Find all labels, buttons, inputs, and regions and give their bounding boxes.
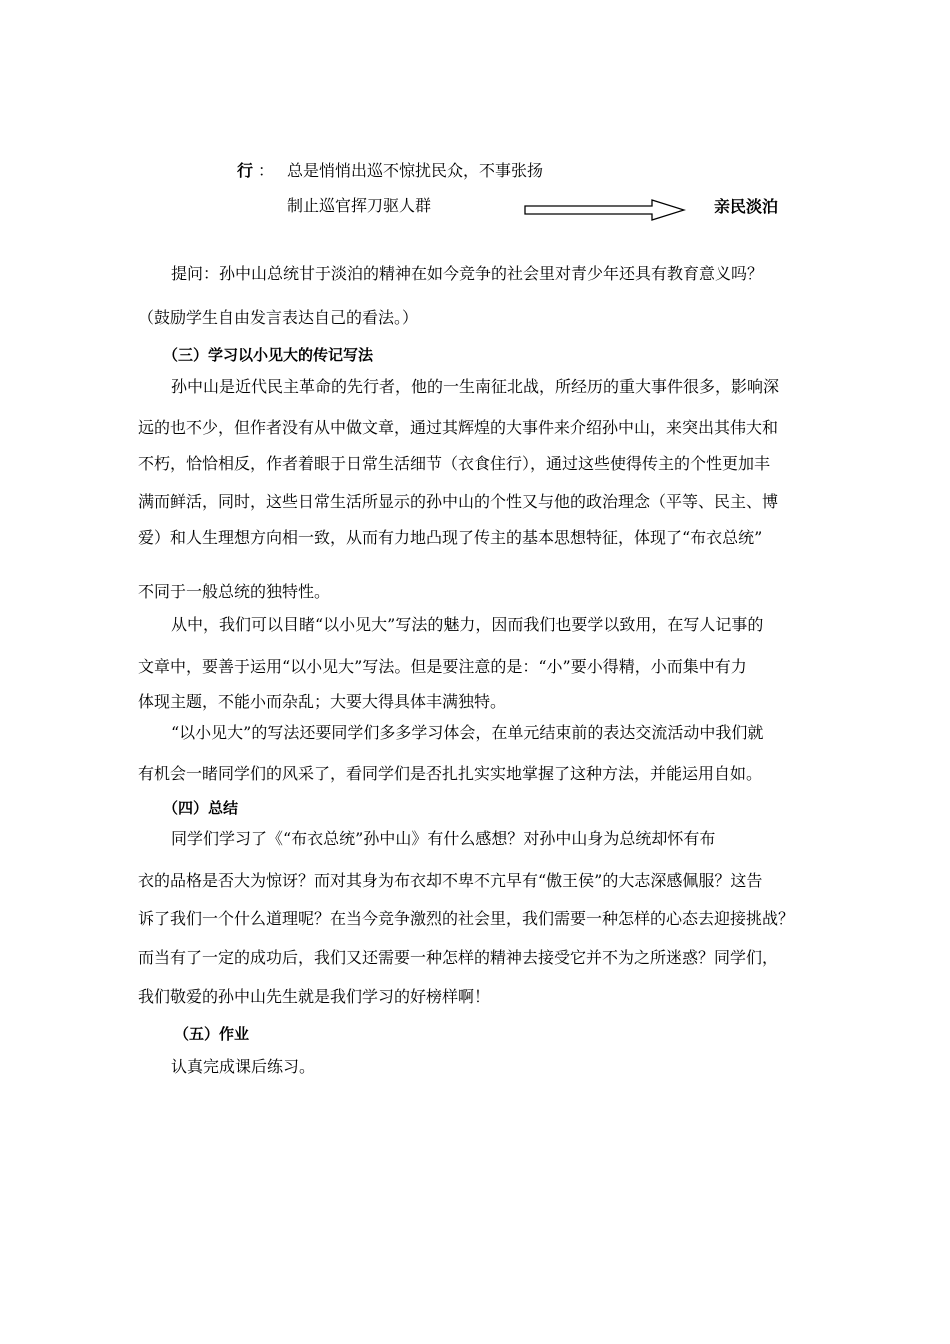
section-3-p1-line: 满而鲜活，同时，这些日常生活所显示的孙中山的个性又与他的政治理念（平等、民主、博: [138, 492, 779, 511]
xing-label: 行: [237, 161, 254, 180]
section-3-p3-line: 有机会一睹同学们的风采了，看同学们是否扎扎实实地掌握了这种方法，并能运用自如。: [138, 764, 763, 783]
section-3-p1-line: 不同于一般总统的独特性。: [138, 582, 331, 601]
section-5-heading: （五）作业: [174, 1025, 250, 1043]
section-3-p1-line: 爱）和人生理想方向相一致，从而有力地凸现了传主的基本思想特征，体现了“布衣总统”: [138, 528, 763, 547]
section-3-heading: （三）学习以小见大的传记写法: [163, 346, 374, 364]
section-3-p1-line: 远的也不少，但作者没有从中做文章，通过其辉煌的大事件来介绍孙中山，来突出其伟大和: [138, 418, 779, 437]
section-3-p3-line: “以小见大”的写法还要同学们多多学习体会，在单元结束前的表达交流活动中我们就: [171, 723, 764, 742]
section-3-p2-line: 体现主题，不能小而杂乱；大要大得具体丰满独特。: [138, 692, 507, 711]
section-4-heading: （四）总结: [163, 799, 239, 817]
question-line-1: 提问：孙中山总统甘于淡泊的精神在如今竞争的社会里对青少年还具有教育意义吗？: [171, 264, 764, 283]
xing-colon: ：: [258, 161, 275, 180]
section-3-p1-line: 不朽，恰恰相反，作者着眼于日常生活细节（衣食住行），通过这些使得传主的个性更加丰: [138, 454, 771, 473]
right-arrow-icon: [524, 199, 686, 221]
section-4-p1-line: 我们敬爱的孙中山先生就是我们学习的好榜样啊！: [138, 987, 491, 1006]
section-3-p2-line: 文章中，要善于运用“以小见大”写法。但是要注意的是：“小”要小得精，小而集中有力: [138, 657, 747, 676]
section-3-p2-line: 从中，我们可以目睹“以小见大”写法的魅力，因而我们也要学以致用，在写人记事的: [171, 615, 764, 634]
section-4-p1-line: 衣的品格是否大为惊讶？而对其身为布衣却不卑不亢早有“傲王侯”的大志深感佩服？这告: [138, 871, 763, 890]
result-label: 亲民淡泊: [714, 197, 779, 216]
section-4-p1-line: 同学们学习了《“布衣总统”孙中山》有什么感想？对孙中山身为总统却怀有布: [171, 829, 716, 848]
stop-text: 制止巡官挥刀驱人群: [287, 196, 432, 215]
homework-text: 认真完成课后练习。: [171, 1057, 316, 1076]
section-3-p1-line: 孙中山是近代民主革命的先行者，他的一生南征北战，所经历的重大事件很多，影响深: [171, 377, 780, 396]
section-4-p1-line: 而当有了一定的成功后，我们又还需要一种怎样的精神去接受它并不为之所迷惑？同学们，: [138, 948, 779, 967]
section-4-p1-line: 诉了我们一个什么道理呢？在当今竞争激烈的社会里，我们需要一种怎样的心态去迎接挑战？: [138, 909, 795, 928]
xing-text: 总是悄悄出巡不惊扰民众，不事张扬: [287, 161, 544, 180]
question-line-2: （鼓励学生自由发言表达自己的看法。）: [138, 308, 419, 327]
